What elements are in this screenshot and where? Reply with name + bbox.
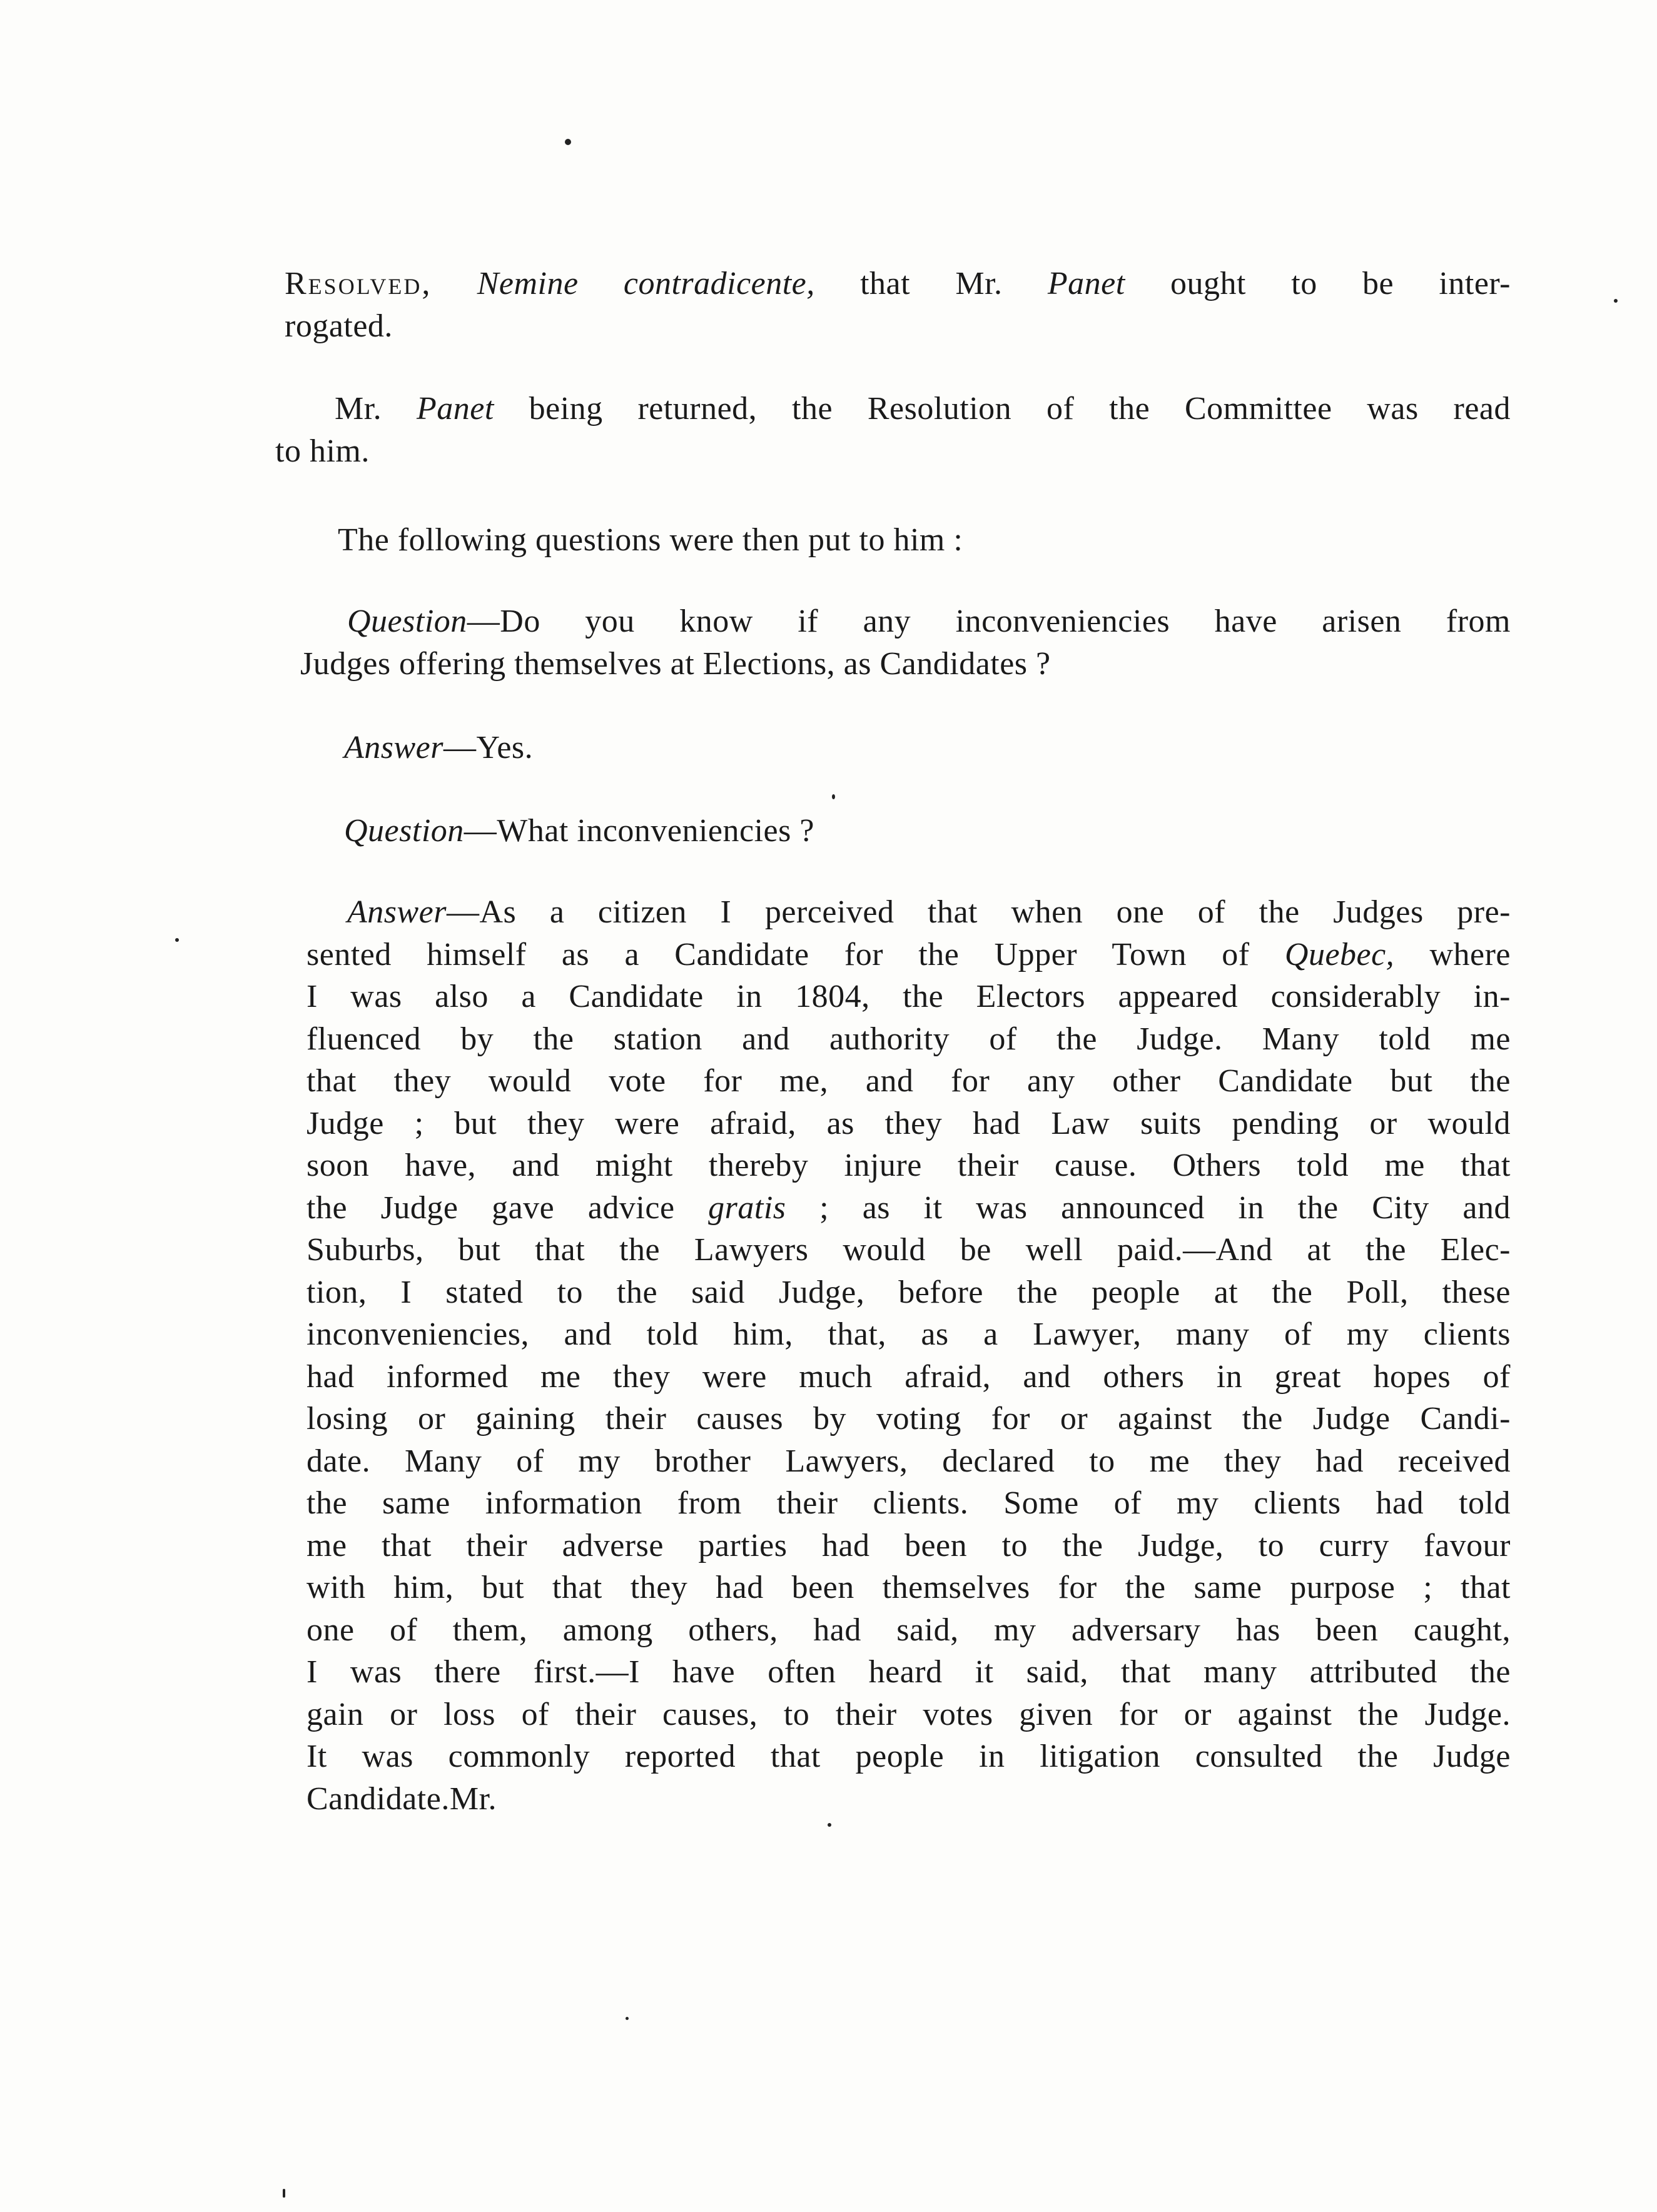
answer-2-line-4: fluenced by the station and authority of the Judge. Many told me [307,1021,1511,1057]
scan-speck [832,794,835,799]
answer-2-line-14: date. Many of my brother Lawyers, declared to me they had received [307,1443,1511,1479]
answer-2-place: Quebec, [1284,936,1395,972]
question-1-line-1 [300,600,1511,643]
question-1-text: —Do you know if any inconveniencies have arisen from [467,604,1511,639]
resolved-text-1: that Mr. [814,266,1048,301]
answer-2-line-3: I was also a Candidate in 1804, the Electors appeared considerably in- [307,979,1511,1014]
answer-2-text-22: Candidate. [307,1780,450,1817]
answer-2-text-8b: ; as it was announced in the City and [786,1189,1511,1226]
answer-1-label: Answer [344,730,443,765]
answer-1-line [344,727,844,769]
answer-2-line-22 [307,1778,1511,1821]
scan-speck [828,1823,831,1827]
answer-2-line-8 [307,1187,1511,1230]
answer-2-line-15: the same information from their clients. Some of my clients had told [307,1485,1511,1521]
answer-2-line-1 [307,891,1511,934]
question-2-text: —What inconveniencies ? [464,813,814,849]
answer-2-text-2b: where [1394,936,1511,972]
answer-2-text-2a: sented himself as a Candidate for the Upper Town of [307,936,1285,972]
returned-line-2: to him. [275,433,370,469]
intro-line: The following questions were then put to him : [338,522,963,558]
answer-2-label: Answer [347,894,447,930]
question-2-line [344,810,1095,852]
answer-2-line-13: losing or gaining their causes by voting for or against the Judge Candi- [307,1401,1511,1437]
returned-text-1: Mr. [335,391,417,427]
scan-speck [1614,299,1618,303]
intro-paragraph [338,519,1214,562]
answer-2-line-19: I was there first.—I have often heard it said, that many attributed the [307,1654,1511,1690]
returned-text-2: being returned, the Resolution of the Committee was read [494,391,1511,427]
answer-2-line-17: with him, but that they had been themselves for the same purpose ; that [307,1570,1511,1605]
scan-speck [283,2189,285,2198]
question-1-label: Question [347,604,467,639]
answer-2-paragraph [307,891,1511,1820]
answer-2-line-20: gain or loss of their causes, to their votes given for or against the Judge. [307,1696,1511,1732]
resolved-latin: Nemine contradicente, [477,266,815,301]
answer-2-line-9: Suburbs, but that the Lawyers would be well paid.—And at the Elec- [307,1232,1511,1268]
answer-2-gratis: gratis [708,1189,786,1226]
scan-speck [565,139,571,145]
answer-2-line-18: one of them, among others, had said, my adversary has been caught, [307,1612,1511,1648]
answer-2-line-12: had informed me they were much afraid, and others in great hopes of [307,1358,1511,1395]
returned-paragraph [275,388,1511,473]
resolved-line-1 [285,263,1511,305]
scan-speck [175,938,179,942]
answer-2-text-8a: the Judge gave advice [307,1189,709,1226]
answer-1-paragraph [344,727,844,769]
question-2-label: Question [344,813,464,849]
answer-2-line-7: soon have, and might thereby injure their cause. Others told me that [307,1148,1511,1183]
answer-2-line-5: that they would vote for me, and for any other Candidate but the [307,1063,1511,1099]
answer-1-text: —Yes. [443,730,534,765]
catchword: Mr. [449,1780,497,1817]
question-1-paragraph [300,600,1511,685]
answer-2-line-21: It was commonly reported that people in litigation consulted the Judge [307,1739,1511,1774]
answer-2-line-6: Judge ; but they were afraid, as they had Law suits pending or would [307,1105,1511,1141]
resolved-name: Panet [1047,266,1125,301]
answer-2-line-2 [307,934,1511,976]
question-2-paragraph [344,810,1095,852]
resolved-paragraph [285,263,1511,348]
returned-line-1 [275,388,1511,430]
answer-2-line-11: inconveniencies, and told him, that, as a Lawyer, many of my clients [307,1316,1511,1352]
resolved-keyword: Resolved, [285,266,432,301]
answer-2-line-16: me that their adverse parties had been to the Judge, to curry favour [307,1527,1511,1563]
scan-speck [626,2017,629,2020]
returned-name: Panet [417,391,494,427]
question-1-line-2: Judges offering themselves at Elections, as Candidates ? [300,646,1051,682]
answer-2-line-10: tion, I stated to the said Judge, before the people at the Poll, these [307,1274,1511,1310]
answer-2-text-1: —As a citizen I perceived that when one of the Judges pre- [447,894,1511,930]
resolved-line-2: rogated. [285,308,393,344]
resolved-text-2: ought to be inter- [1125,266,1511,301]
